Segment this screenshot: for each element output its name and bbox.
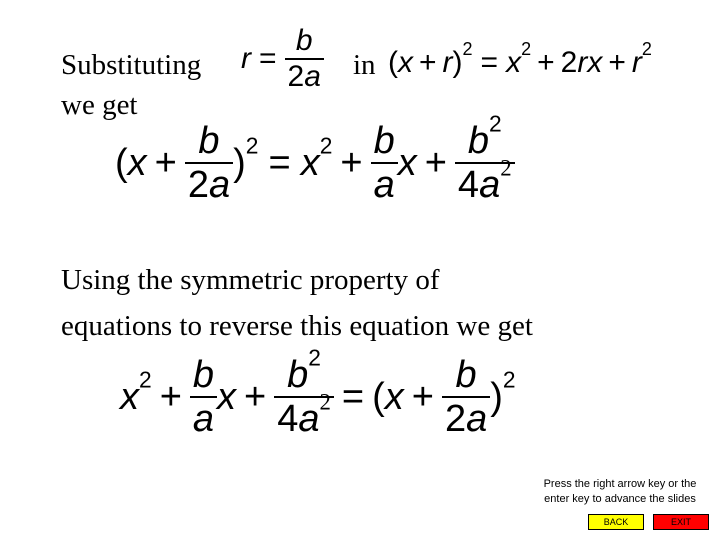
- substituting-text: Substituting: [61, 49, 202, 81]
- paren-close-squared: )$^2$: [233, 131, 259, 184]
- math-plus: +: [340, 141, 363, 184]
- x-squared: $x^2$: [300, 131, 333, 184]
- math-r: r: [241, 42, 251, 75]
- instructions-line1: Press the right arrow key or the: [543, 478, 697, 490]
- fraction-b2-over-4a2: $\frac{b^2}{4a^2}$: [455, 122, 515, 204]
- paren-open: (: [372, 375, 385, 418]
- math-eq: =: [480, 46, 499, 79]
- paren-open: (: [115, 141, 128, 184]
- substituted-equation: [115, 110, 515, 206]
- math-plus: +: [608, 46, 626, 79]
- math-r: r: [442, 46, 453, 79]
- math-x: x: [398, 46, 413, 79]
- math-x: x: [217, 375, 237, 418]
- math-plus: +: [419, 46, 437, 79]
- r-definition-equation: [241, 26, 324, 92]
- fraction-b-over-a: $\frac{b}{a}$: [371, 122, 398, 204]
- math-plus: +: [244, 375, 267, 418]
- x-squared: $x^2$: [506, 38, 532, 79]
- navigation-instructions: [530, 477, 710, 507]
- paren-close-squared: )$^2$: [452, 38, 473, 79]
- paren-close-squared: )$^2$: [490, 365, 516, 418]
- exit-button[interactable]: EXIT: [653, 514, 709, 530]
- r-squared: $r^2$: [631, 38, 652, 79]
- math-x: x: [384, 375, 404, 418]
- math-x: x: [397, 141, 417, 184]
- math-x: x: [127, 141, 147, 184]
- fraction-b-over-2a: $\frac{b}{2a}$: [185, 122, 233, 204]
- math-plus: +: [154, 141, 177, 184]
- x-squared: $x^2$: [120, 365, 152, 418]
- math-plus: +: [424, 141, 447, 184]
- symmetric-property-text-line2: equations to reverse this equation we get: [61, 310, 533, 342]
- symmetric-property-text-line1: Using the symmetric property of: [61, 264, 440, 296]
- denominator: 2a: [287, 60, 321, 93]
- math-plus: +: [411, 375, 434, 418]
- fraction-b-over-a: $\frac{b}{a}$: [190, 356, 217, 438]
- fraction-b-over-2a: $\frac{b}{2a}$: [442, 356, 490, 438]
- fraction-b2-over-4a2: $\frac{b^2}{4a^2}$: [274, 356, 334, 438]
- in-text: in: [353, 49, 376, 81]
- square-expansion-equation: [388, 38, 652, 80]
- reversed-equation: [120, 344, 516, 440]
- paren-open: (: [388, 46, 398, 79]
- math-eq: =: [341, 375, 365, 418]
- math-eq: =: [268, 141, 291, 184]
- we-get-text: we get: [61, 89, 138, 121]
- instructions-line2: enter key to advance the slides: [544, 493, 696, 505]
- math-eq: =: [259, 42, 277, 75]
- numerator: b: [295, 24, 313, 57]
- fraction-b-over-2a: [285, 26, 324, 92]
- two-r-x: 2rx: [560, 46, 603, 79]
- math-plus: +: [159, 375, 182, 418]
- math-plus: +: [537, 46, 555, 79]
- back-button[interactable]: BACK: [588, 514, 644, 530]
